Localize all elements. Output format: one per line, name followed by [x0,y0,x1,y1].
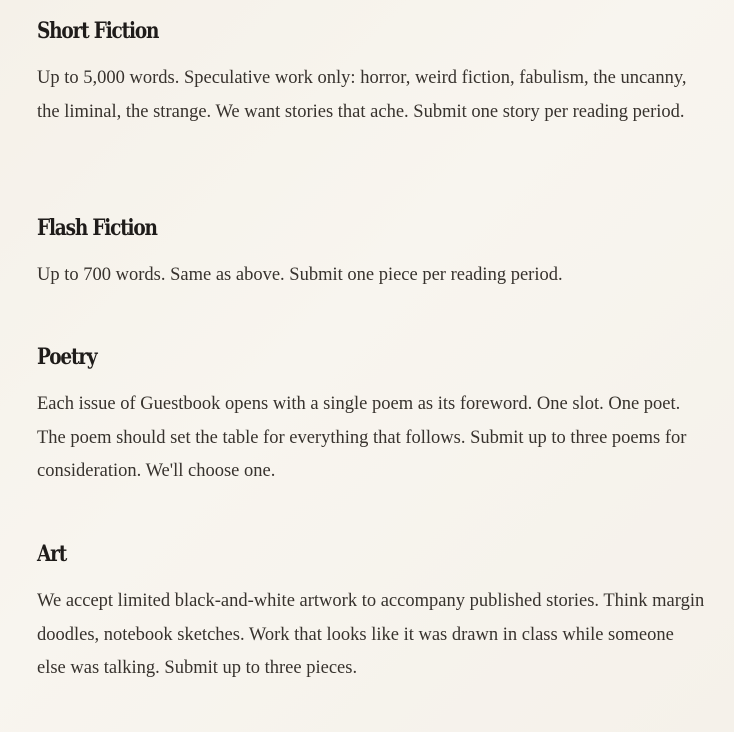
section-heading-poetry: Poetry [37,344,97,370]
section-heading-art: Art [37,541,67,567]
section-body-short-fiction: Up to 5,000 words. Speculative work only: horror, weird fiction, fabulism, the uncanny, the liminal, the strange. We want stories that ache. Submit one story per reading period. [37,68,687,122]
section-poetry [37,344,707,489]
section-body-flash-fiction: Up to 700 words. Same as above. Submit one piece per reading period. [37,265,563,285]
section-heading-flash-fiction: Flash Fiction [37,215,157,241]
section-heading-short-fiction: Short Fiction [37,18,159,44]
section-body-poetry: Each issue of Guestbook opens with a single poem as its foreword. One slot. One poet. The poem should set the table for everything that follows. Submit up to three poems for consideration. We'll choose one. [37,394,687,481]
section-body-art: We accept limited black-and-white artwork to accompany published stories. Think margin doodles, notebook sketches. Work that looks like it was drawn in class while someone else was talking. Submit up to three pieces. [37,591,705,678]
section-short-fiction [37,18,707,129]
section-flash-fiction [37,215,707,293]
section-art [37,541,707,686]
